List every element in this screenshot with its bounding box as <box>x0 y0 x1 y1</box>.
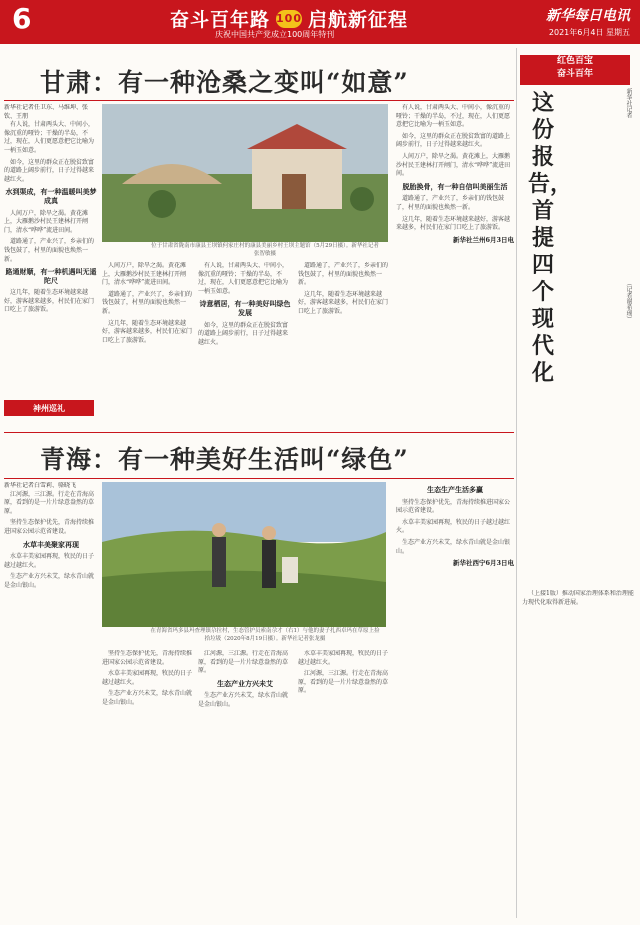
qinghai-column-5 <box>396 482 514 920</box>
page-header <box>0 0 640 44</box>
qinghai-paragraph: 坚持生态保护优先，青海持续推进国家公园示范省建设。 <box>102 650 192 666</box>
qinghai-paragraph: 水草丰美家园再现，牧民的日子越过越红火。 <box>4 553 95 569</box>
qinghai-column-4 <box>298 650 390 920</box>
banner-line-2: 奋斗百年 <box>556 69 593 79</box>
banner-line-1: 红色百宝 <box>556 56 593 66</box>
sidebar-paragraph: （上接1版）推动国家治理体系和治理能力现代化取得新进展。 <box>522 590 634 606</box>
gansu-paragraph: 道路通了，产业兴了，乡亲们的钱包鼓了，村里的面貌也焕然一新。 <box>396 195 505 211</box>
qinghai-paragraph: 坚持生态保护优先，青海持续推进国家公园示范省建设。 <box>4 519 95 535</box>
village-photo-icon <box>102 104 388 242</box>
gansu-paragraph: 有人说，甘肃两头大、中间小，像沉重的哑铃；干燥的半岛，不过，现在，人们更愿意把它比喻为一柄玉如意。 <box>198 262 289 295</box>
qinghai-paragraph: 水草丰美家园再现，牧民的日子越过越红火。 <box>396 518 511 535</box>
gansu-paragraph: 有人说，甘肃两头大、中间小，像沉重的哑铃；干燥的半岛，不过，现在，人们更愿意把它比喻为一柄玉如意。 <box>4 121 95 154</box>
gansu-subheading-2: 路通财顺，有一种机遇叫无遥陀尺 <box>5 267 97 285</box>
sidebar-end-credit: （记者谢希瑶） <box>625 280 632 322</box>
qinghai-subheading-2: 生态产业方兴未艾 <box>217 678 273 688</box>
qinghai-photo-caption: 在青海省玛多县玛查理镇尕拉村，生态管护员索南尕才（右1）与他的妻子扎西卓玛在草原上捡拾垃圾（2020年8月19日摄）。新华社记者张龙摄 <box>150 628 380 642</box>
qinghai-paragraph: 坚持生态保护优先，青海持续推进国家公园示范省建设。 <box>396 498 511 515</box>
issue-date: 2021年6月4日 星期五 <box>548 28 630 37</box>
qinghai-paragraph: 水草丰美家园再现，牧民的日子越过越红火。 <box>102 670 192 686</box>
gansu-paragraph: 这几年，随着生态环境越来越好，游客越来越多，村民们在家门口吃上了旅游饭。 <box>396 215 511 232</box>
gansu-photo <box>102 104 388 242</box>
paper-name: 新华每日电讯 <box>546 8 630 24</box>
sidebar-byline: 新华社记者 <box>625 88 632 118</box>
qinghai-photo <box>102 482 386 627</box>
gansu-headline: 甘肃：有一种沧桑之变叫“如意” <box>40 68 409 97</box>
gansu-end-credit: 新华社兰州6月3日电 <box>452 235 514 244</box>
gansu-column-4 <box>298 262 390 400</box>
page-title <box>170 5 408 32</box>
gansu-paragraph: 人间万户，除旱之渴。黄花滩上，大雁鹅沙村民王建林打开闸门，清水“哗哗”流进田间。 <box>396 152 511 178</box>
divider <box>4 100 514 101</box>
qinghai-paragraph: 生态产业方兴未艾，绿水青山就是金山银山。 <box>198 692 289 708</box>
page-subtitle: 庆祝中国共产党成立100周年特刊 <box>215 30 335 39</box>
qinghai-paragraph: 生态产业方兴未艾，绿水青山就是金山银山。 <box>4 573 95 589</box>
gansu-paragraph: 人间万户，除旱之渴。黄花滩上，大雁鹅沙村民王建林打开闸门，清水“哗哗”流进田间。 <box>102 262 187 287</box>
qinghai-subheading-3: 生态生产生活多赢 <box>427 485 483 494</box>
sidebar-divider <box>516 48 517 918</box>
gansu-paragraph: 道路通了，产业兴了，乡亲们的钱包鼓了，村里的面貌也焕然一新。 <box>102 290 192 315</box>
page-number: 6 <box>12 2 32 35</box>
gansu-subheading-3: 诗意栖居，有一种美好叫绿色发展 <box>199 299 291 317</box>
qinghai-paragraph: 水草丰美家园再现，牧民的日子越过越红火。 <box>298 650 389 666</box>
gansu-column-2 <box>102 262 192 400</box>
gansu-subheading-4: 脱胎换骨，有一种自信叫美丽生活 <box>402 181 508 191</box>
gansu-column-1 <box>4 104 98 400</box>
qinghai-headline: 青海：有一种美好生活叫“绿色” <box>40 445 409 474</box>
gansu-byline: 新华社记者任卫东、马维坤、张钦、王朋 <box>4 104 89 120</box>
grassland-photo-icon <box>102 482 386 627</box>
title-left: 奋斗百年路 <box>170 9 271 31</box>
qinghai-column-1 <box>4 482 98 922</box>
qinghai-byline: 新华社记者白雪莉、骆晓飞 <box>4 482 77 489</box>
qinghai-end-credit: 新华社西宁6月3日电 <box>452 559 514 568</box>
gansu-paragraph: 这几年，随着生态环境越来越好，游客越来越多，村民们在家门口吃上了旅游饭。 <box>4 289 95 314</box>
qinghai-column-3 <box>198 650 292 920</box>
title-right: 启航新征程 <box>308 9 409 31</box>
gansu-column-3 <box>198 262 292 400</box>
qinghai-paragraph: 生态产业方兴未艾，绿水青山就是金山银山。 <box>396 538 511 555</box>
qinghai-subheading-1: 水草丰美聚家再现 <box>23 539 79 549</box>
gansu-paragraph: 道路通了，产业兴了，乡亲们的钱包鼓了，村里的面貌也焕然一新。 <box>298 262 389 287</box>
gansu-paragraph: 如今，这里的群众正在脱贫致富的道路上阔步前行，日子过得越来越红火。 <box>4 158 95 183</box>
gansu-paragraph: 人间万户，除旱之渴。黄花滩上，大雁鹅沙村民王建林打开闸门，清水“哗哗”流进田间。 <box>4 209 89 234</box>
qinghai-column-2 <box>102 650 192 920</box>
sidebar-banner <box>520 55 630 85</box>
gansu-paragraph: 这几年，随着生态环境越来越好，游客越来越多，村民们在家门口吃上了旅游饭。 <box>102 319 192 344</box>
section-tag: 神州巡礼 <box>4 400 94 416</box>
qinghai-paragraph: 生态产业方兴未艾，绿水青山就是金山银山。 <box>102 690 192 706</box>
qinghai-paragraph: 江河源，三江源。行走在青海高原，看到的是一片片绿意盎然的草原。 <box>298 670 389 695</box>
gansu-paragraph: 这几年，随着生态环境越来越好，游客越来越多，村民们在家门口吃上了旅游饭。 <box>298 290 389 315</box>
centenary-badge: 100 <box>276 10 302 28</box>
sidebar-headline: 这份报告，首提四个现代化 <box>528 90 573 386</box>
gansu-paragraph: 如今，这里的群众正在脱贫致富的道路上阔步前行，日子过得越来越红火。 <box>396 132 511 149</box>
divider <box>4 432 514 433</box>
sidebar-supplement <box>522 590 634 920</box>
gansu-column-5 <box>396 104 514 404</box>
gansu-paragraph: 道路通了，产业兴了，乡亲们的钱包鼓了，村里的面貌也焕然一新。 <box>4 238 95 263</box>
gansu-subheading-1: 水到渠成，有一种温暖叫美梦成真 <box>5 187 97 205</box>
qinghai-paragraph: 江河源，三江源。行走在青海高原，看到的是一片片绿意盎然的草原。 <box>198 650 289 675</box>
qinghai-paragraph: 江河源，三江源。行走在青海高原，看到的是一片片绿意盎然的草原。 <box>4 490 95 515</box>
gansu-photo-caption: 位于甘肃省陇南市康县王坝镇何家庄村的康县美丽乡村王坝主题馆（5月29日摄）。新华社记者张智敏摄 <box>151 243 379 257</box>
divider <box>4 478 514 479</box>
gansu-paragraph: 如今，这里的群众正在脱贫致富的道路上阔步前行，日子过得越来越红火。 <box>198 321 289 346</box>
gansu-paragraph: 有人说，甘肃两头大、中间小，像沉重的哑铃；干燥的半岛，不过，现在，人们更愿意把它比喻为一柄玉如意。 <box>396 104 511 129</box>
